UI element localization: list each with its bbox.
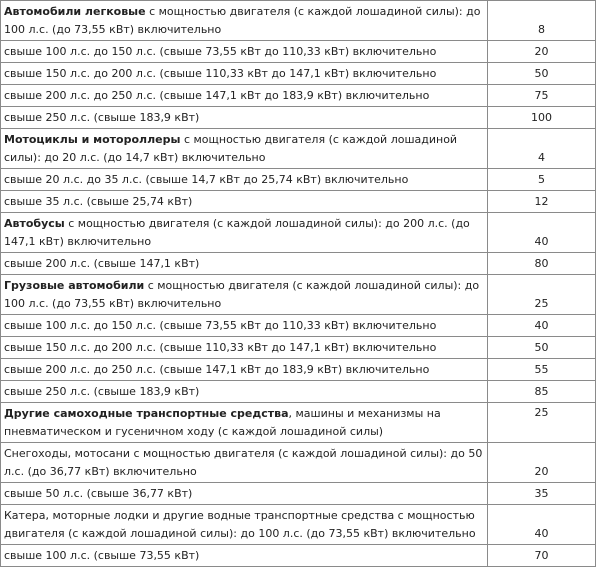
row-description [1,213,488,253]
table-row [1,213,596,253]
rate-value: 35 [488,483,596,505]
rate-value: 55 [488,359,596,381]
category-title: Автобусы [4,217,65,230]
row-text: свыше 100 л.с. до 150 л.с. (свыше 73,55 кВт до 110,33 кВт) включительно [4,319,437,332]
row-description [1,359,488,381]
rate-value: 25 [488,275,596,315]
row-text: свыше 35 л.с. (свыше 25,74 кВт) [4,195,193,208]
table-row [1,1,596,41]
row-text: свыше 100 л.с. (свыше 73,55 кВт) [4,549,200,562]
row-text: свыше 200 л.с. до 250 л.с. (свыше 147,1 кВт до 183,9 кВт) включительно [4,363,430,376]
row-description [1,483,488,505]
table-row [1,545,596,567]
row-text: свыше 200 л.с. до 250 л.с. (свыше 147,1 кВт до 183,9 кВт) включительно [4,89,430,102]
row-description [1,337,488,359]
row-description [1,315,488,337]
row-description [1,107,488,129]
row-text: , машины и механизмы на пневматическом и гусеничном ходу (с каждой лошадиной силы) [4,407,441,438]
row-description [1,169,488,191]
rate-value: 5 [488,169,596,191]
row-text: свыше 50 л.с. (свыше 36,77 кВт) [4,487,193,500]
row-description [1,253,488,275]
row-text: свыше 200 л.с. (свыше 147,1 кВт) [4,257,200,270]
row-description [1,381,488,403]
table-row [1,315,596,337]
row-description [1,275,488,315]
row-text: с мощностью двигателя (с каждой лошадиной силы): до 20 л.с. (до 14,7 кВт) включительно [4,133,458,164]
table-row [1,169,596,191]
rate-value: 100 [488,107,596,129]
rate-value: 50 [488,63,596,85]
category-title: Грузовые автомобили [4,279,145,292]
rate-value: 20 [488,41,596,63]
rate-value: 40 [488,213,596,253]
row-description [1,443,488,483]
rate-value: 85 [488,381,596,403]
rate-value: 12 [488,191,596,213]
table-row [1,381,596,403]
row-text: с мощностью двигателя (с каждой лошадиной силы): до 100 л.с. (до 73,55 кВт) включительно [4,5,481,36]
table-row [1,483,596,505]
row-description [1,1,488,41]
row-description [1,191,488,213]
rate-value: 4 [488,129,596,169]
table-row [1,41,596,63]
rate-value: 75 [488,85,596,107]
rate-value: 25 [488,403,596,443]
table-row [1,443,596,483]
row-text: Катера, моторные лодки и другие водные транспортные средства с мощностью двигателя (с каждой лошадиной силы): до 100 л.с. (до 73,55 кВт) включительно [4,509,476,540]
table-row [1,275,596,315]
row-text: свыше 150 л.с. до 200 л.с. (свыше 110,33 кВт до 147,1 кВт) включительно [4,67,437,80]
rate-value: 40 [488,315,596,337]
row-text: Снегоходы, мотосани с мощностью двигателя (с каждой лошадиной силы): до 50 л.с. (до 36,77 кВт) включительно [4,447,483,478]
row-description [1,63,488,85]
row-text: свыше 100 л.с. до 150 л.с. (свыше 73,55 кВт до 110,33 кВт) включительно [4,45,437,58]
rate-value: 80 [488,253,596,275]
rate-value: 40 [488,505,596,545]
row-text: свыше 250 л.с. (свыше 183,9 кВт) [4,385,200,398]
category-title: Мотоциклы и мотороллеры [4,133,181,146]
category-title: Другие самоходные транспортные средства [4,407,289,420]
row-description [1,403,488,443]
table-row [1,129,596,169]
row-text: свыше 250 л.с. (свыше 183,9 кВт) [4,111,200,124]
table-row [1,505,596,545]
table-row [1,403,596,443]
row-description [1,505,488,545]
row-description [1,129,488,169]
row-text: с мощностью двигателя (с каждой лошадиной силы): до 100 л.с. (до 73,55 кВт) включительно [4,279,480,310]
rate-value: 50 [488,337,596,359]
row-description [1,85,488,107]
row-text: с мощностью двигателя (с каждой лошадиной силы): до 200 л.с. (до 147,1 кВт) включительно [4,217,470,248]
row-description [1,545,488,567]
rate-value: 8 [488,1,596,41]
row-text: свыше 20 л.с. до 35 л.с. (свыше 14,7 кВт до 25,74 кВт) включительно [4,173,409,186]
table-row [1,337,596,359]
table-row [1,253,596,275]
category-title: Автомобили легковые [4,5,146,18]
row-text: свыше 150 л.с. до 200 л.с. (свыше 110,33 кВт до 147,1 кВт) включительно [4,341,437,354]
rate-value: 20 [488,443,596,483]
table-row [1,107,596,129]
row-description [1,41,488,63]
rate-value: 70 [488,545,596,567]
table-row [1,191,596,213]
table-row [1,63,596,85]
table-row [1,85,596,107]
table-row [1,359,596,381]
